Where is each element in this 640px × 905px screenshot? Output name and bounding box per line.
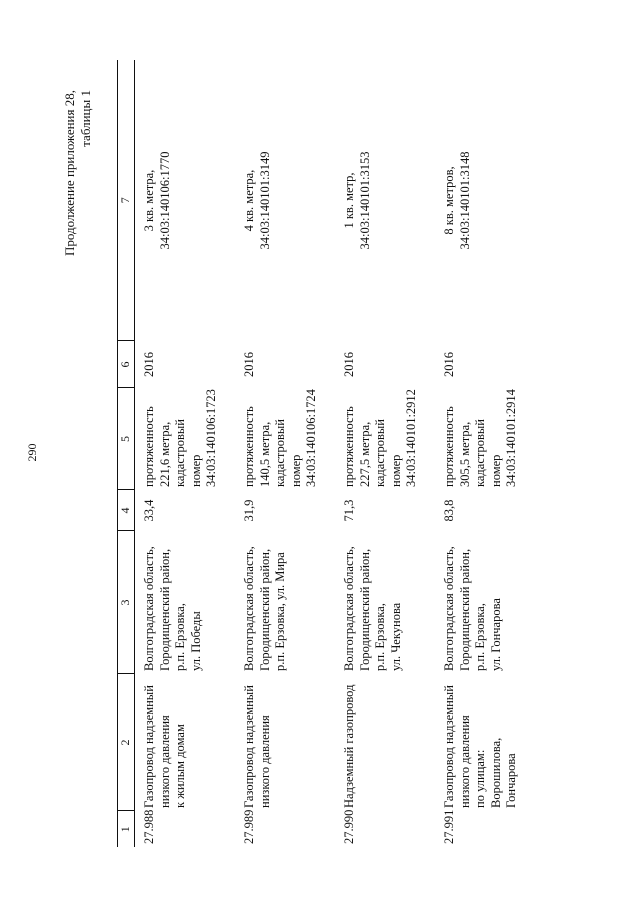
continuation-title: [62, 90, 93, 256]
cell-line: протяженность: [342, 406, 356, 487]
cell-line: 140,5 метра,: [257, 421, 272, 487]
cell-line: протяженность: [242, 406, 256, 487]
object-address: [135, 531, 236, 674]
cell-line: номер: [388, 454, 403, 487]
cell-line: низкого давления: [157, 715, 172, 808]
object-description: [235, 388, 335, 490]
cell-line: 34:03:140101:2914: [504, 389, 518, 487]
object-value: 83,8: [442, 499, 456, 522]
cell-line: р.п. Ерзовка,: [173, 603, 187, 671]
cell-line: кадастровый: [373, 419, 387, 487]
column-header: 5: [118, 388, 135, 490]
cell-line: 34:03:140101:2912: [404, 389, 418, 487]
cell-line: Волгоградская область,: [242, 546, 256, 671]
object-value: 33,4: [142, 499, 156, 522]
cell-line: ул. Чекунова: [388, 602, 403, 671]
cell-line: 221,6 метра,: [157, 421, 172, 487]
cell-line: Городищенский район,: [457, 548, 472, 671]
object-value: 31,9: [242, 499, 256, 522]
object-year: 2016: [242, 352, 256, 377]
cell-line: Волгоградская область,: [342, 546, 356, 671]
column-header: 7: [118, 60, 135, 341]
table-row: [435, 60, 535, 847]
cell-line: Газопровод надземный: [142, 685, 156, 808]
object-year: 2016: [142, 352, 156, 377]
object-address: [335, 531, 435, 674]
object-value: 71,3: [342, 499, 356, 522]
cell-line: Городищенский район,: [257, 548, 272, 671]
object-description: [135, 388, 236, 490]
cell-line: низкого давления: [257, 715, 272, 808]
column-header: 2: [118, 674, 135, 811]
column-header: 6: [118, 341, 135, 388]
column-header: 3: [118, 531, 135, 674]
cell-line: Гончарова: [504, 753, 518, 808]
row-number: 27.991: [442, 809, 456, 844]
cell-line: р.п. Ерзовка,: [373, 603, 387, 671]
row-number: 27.990: [342, 809, 356, 844]
object-name: [335, 674, 435, 811]
cell-line: р.п. Ерзовка,: [473, 603, 487, 671]
cell-line: кадастровый: [173, 419, 187, 487]
object-note: [235, 60, 335, 341]
cell-line: низкого давления: [457, 715, 472, 808]
cell-line: 34:03:140101:3148: [457, 151, 472, 250]
object-year: 2016: [442, 352, 456, 377]
cell-line: 34:03:140101:3153: [357, 151, 372, 250]
register-table: [117, 60, 535, 847]
page-number: 290: [25, 443, 39, 462]
cell-line: к жилым домам: [173, 724, 187, 808]
cell-line: кадастровый: [473, 419, 487, 487]
cell-line: 8 кв. метров,: [442, 166, 456, 235]
cell-line: 305,5 метра,: [457, 421, 472, 487]
cell-line: 227,5 метра,: [357, 421, 372, 487]
object-name: [135, 674, 236, 811]
cell-line: 1 кв. метр,: [342, 172, 356, 229]
cell-line: Газопровод надземный: [242, 685, 256, 808]
cell-line: по улицам: Ворошилова,: [473, 737, 503, 808]
cell-line: 34:03:140106:1770: [157, 151, 172, 250]
cell-line: Волгоградская область,: [442, 546, 456, 671]
cell-line: номер: [188, 454, 203, 487]
table-row: [135, 60, 236, 847]
object-note: [335, 60, 435, 341]
object-name: [435, 674, 535, 811]
row-number: 27.988: [142, 809, 156, 844]
table-header-row: [118, 60, 135, 847]
object-address: [435, 531, 535, 674]
cell-line: номер: [288, 454, 303, 487]
column-header: 1: [118, 811, 135, 847]
object-name: [235, 674, 335, 811]
continuation-line-1: Продолжение приложения 28,: [62, 90, 77, 257]
cell-line: Газопровод надземный: [442, 685, 456, 808]
object-note: [135, 60, 236, 341]
cell-line: Городищенский район,: [357, 548, 372, 671]
table-row: [235, 60, 335, 847]
table-row: [335, 60, 435, 847]
cell-line: Надземный газопровод: [342, 684, 356, 808]
cell-line: ул. Победы: [188, 611, 203, 671]
cell-line: 34:03:140106:1724: [304, 389, 318, 487]
cell-line: Волгоградская область,: [142, 546, 156, 671]
cell-line: 34:03:140106:1723: [204, 389, 218, 487]
cell-line: кадастровый: [273, 419, 287, 487]
cell-line: ул. Гончарова: [488, 598, 503, 671]
cell-line: номер: [488, 454, 503, 487]
cell-line: 34:03:140101:3149: [257, 151, 272, 250]
object-address: [235, 531, 335, 674]
cell-line: протяженность: [442, 406, 456, 487]
continuation-line-2: таблицы 1: [77, 90, 93, 147]
object-description: [435, 388, 535, 490]
cell-line: Городищенский район,: [157, 548, 172, 671]
object-description: [335, 388, 435, 490]
cell-line: 3 кв. метра,: [142, 169, 156, 232]
cell-line: протяженность: [142, 406, 156, 487]
object-note: [435, 60, 535, 341]
row-number: 27.989: [242, 809, 256, 844]
column-header: 4: [118, 490, 135, 531]
cell-line: 4 кв. метра,: [242, 169, 256, 232]
object-year: 2016: [342, 352, 356, 377]
cell-line: р.п. Ерзовка, ул. Мира: [273, 552, 287, 671]
